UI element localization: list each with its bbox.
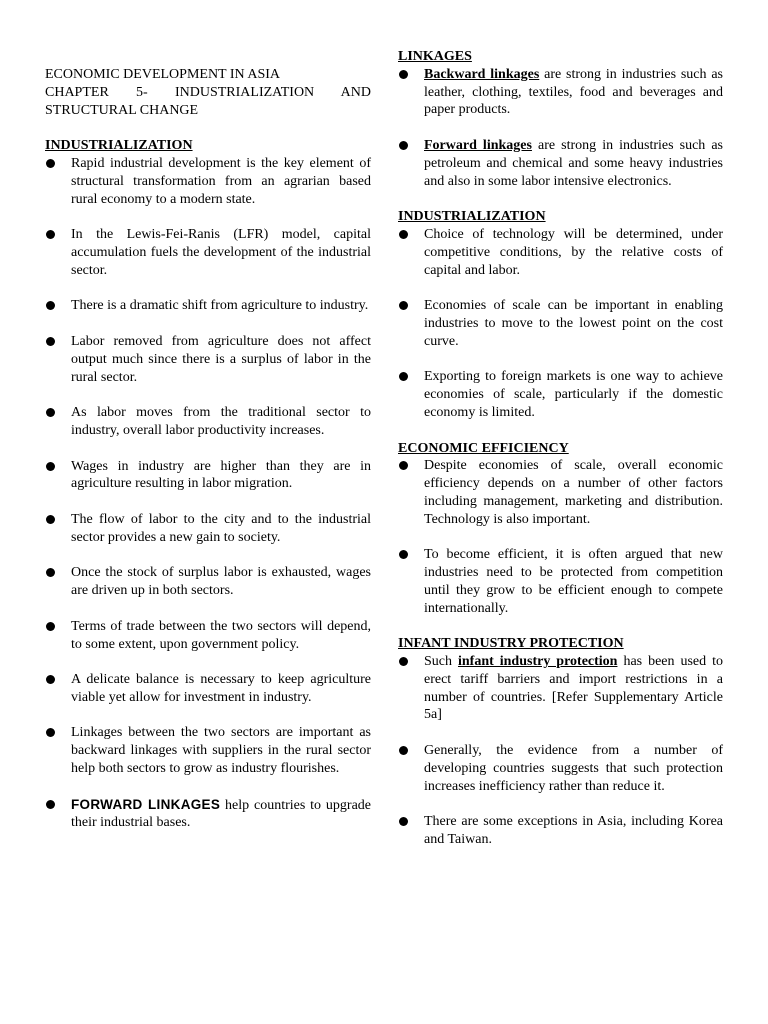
- bullet-icon: [46, 728, 55, 737]
- list-item: There are some exceptions in Asia, including Korea and Taiwan.: [398, 813, 723, 849]
- list-item: Choice of technology will be determined, under competitive conditions, by the relative costs of capital and labor.: [398, 226, 723, 279]
- bullet-icon: [399, 461, 408, 470]
- efficiency-list: [398, 457, 723, 617]
- list-item: Despite economies of scale, overall economic efficiency depends on a number of other factors including management, marketing and distribution. Technology is also important.: [398, 457, 723, 528]
- title-line-2: CHAPTER 5- INDUSTRIALIZATION AND: [45, 84, 371, 100]
- list-item: In the Lewis-Fei-Ranis (LFR) model, capital accumulation fuels the development of the industrial sector.: [45, 226, 371, 279]
- list-item: Labor removed from agriculture does not affect output much since there is a surplus of labor in the rural sector.: [45, 333, 371, 386]
- infant-industry-section: [398, 635, 723, 849]
- bullet-icon: [46, 568, 55, 577]
- bullet-icon: [46, 622, 55, 631]
- left-column: [45, 66, 371, 832]
- bullet-icon: [399, 817, 408, 826]
- title-line-3: STRUCTURAL CHANGE: [45, 102, 199, 118]
- bullet-icon: [399, 550, 408, 559]
- industrialization-heading: INDUSTRIALIZATION: [45, 138, 193, 154]
- industrialization-heading-right: INDUSTRIALIZATION: [398, 209, 546, 225]
- title-line-1: ECONOMIC DEVELOPMENT IN ASIA: [45, 67, 281, 82]
- list-item: Once the stock of surplus labor is exhausted, wages are driven up in both sectors.: [45, 564, 371, 600]
- bullet-icon: [399, 230, 408, 239]
- list-item: Forward linkages are strong in industries such as petroleum and chemical and some heavy industries and also in some labor intensive electronics.: [398, 137, 723, 190]
- bullet-icon: [399, 746, 408, 755]
- list-item: Generally, the evidence from a number of developing countries suggests that such protection increases inefficiency rather than reduce it.: [398, 742, 723, 795]
- list-item: Economies of scale can be important in enabling industries to move to the lowest point on the cost curve.: [398, 297, 723, 350]
- list-item: Exporting to foreign markets is one way to achieve economies of scale, particularly if the domestic economy is limited.: [398, 368, 723, 421]
- bullet-icon: [46, 301, 55, 310]
- left-bullet-list: [45, 155, 371, 832]
- backward-linkages-term: Backward linkages: [424, 66, 540, 82]
- list-item: As labor moves from the traditional sector to industry, overall labor productivity increases.: [45, 404, 371, 440]
- bullet-icon: [399, 141, 408, 150]
- bullet-icon: [46, 337, 55, 346]
- infant-industry-heading: INFANT INDUSTRY PROTECTION: [398, 636, 624, 652]
- list-item: FORWARD LINKAGES help countries to upgrade their industrial bases.: [45, 796, 371, 833]
- list-item: Backward linkages are strong in industries such as leather, clothing, textiles, food and beverages and paper products.: [398, 66, 723, 119]
- right-column: [398, 48, 723, 849]
- list-item: Wages in industry are higher than they are in agriculture resulting in labor migration.: [45, 458, 371, 494]
- economic-efficiency-section: [398, 440, 723, 618]
- bullet-icon: [399, 301, 408, 310]
- forward-linkages-term: Forward linkages: [424, 137, 532, 153]
- list-item: Rapid industrial development is the key element of structural transformation from an agrarian based rural economy to a modern state.: [45, 155, 371, 208]
- industrialization-list: [398, 226, 723, 422]
- list-item: Terms of trade between the two sectors will depend, to some extent, upon government policy.: [45, 618, 371, 654]
- bullet-icon: [399, 70, 408, 79]
- bullet-icon: [46, 159, 55, 168]
- bullet-icon: [399, 372, 408, 381]
- list-item: To become efficient, it is often argued that new industries need to be protected from competition until they grow to be efficient enough to compete internationally.: [398, 546, 723, 617]
- bullet-icon: [46, 800, 55, 809]
- bullet-icon: [46, 230, 55, 239]
- list-item: The flow of labor to the city and to the industrial sector provides a new gain to society.: [45, 511, 371, 547]
- infant-industry-term: infant industry protection: [457, 654, 618, 670]
- list-item: A delicate balance is necessary to keep agriculture viable yet allow for investment in industry.: [45, 671, 371, 707]
- bullet-icon: [46, 408, 55, 417]
- bullet-icon: [46, 462, 55, 471]
- linkages-heading: LINKAGES: [398, 49, 472, 64]
- linkages-list: [398, 66, 723, 191]
- bullet-icon: [46, 515, 55, 524]
- infant-industry-list: [398, 653, 723, 849]
- list-item: Such infant industry protection has been used to erect tariff barriers and import restrictions in a number of countries. [Refer Supplementary Article 5a]: [398, 653, 723, 724]
- list-item: Linkages between the two sectors are important as backward linkages with suppliers in the rural sector help both sectors to grow as industry flourishes.: [45, 724, 371, 777]
- industrialization-section: [398, 208, 723, 422]
- linkages-section: [398, 48, 723, 190]
- list-item: There is a dramatic shift from agriculture to industry.: [45, 297, 371, 315]
- bullet-icon: [46, 675, 55, 684]
- bullet-icon: [399, 657, 408, 666]
- economic-efficiency-heading: ECONOMIC EFFICIENCY: [398, 440, 569, 456]
- forward-linkages-term: FORWARD LINKAGES: [71, 796, 221, 812]
